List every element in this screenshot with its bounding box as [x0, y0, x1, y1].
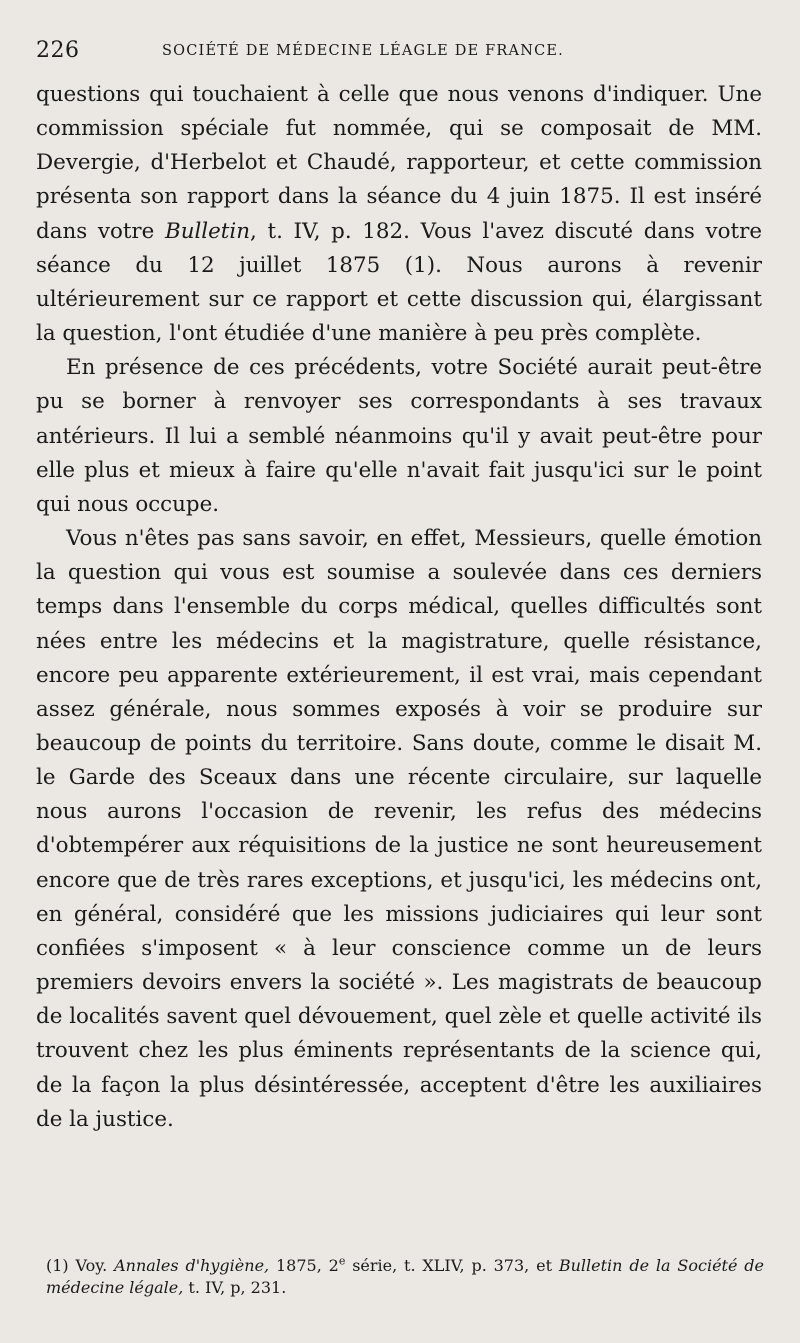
footnote-journal-title: Annales d'hygiène, — [114, 1256, 270, 1275]
footnote-end: t. IV, p, 231. — [183, 1278, 287, 1297]
footnote-marker: (1) Voy. — [46, 1256, 115, 1275]
footnote-bulletin-title: Bulletin de la Société de médecine légale, — [46, 1256, 765, 1297]
paragraph-1 — [36, 78, 762, 351]
running-head: SOCIÉTÉ DE MÉDECINE LÉAGLE DE FRANCE. — [162, 43, 564, 59]
paragraph-1-text-after: , t. IV, p. 182. Vous l'avez discuté dans votre séance du 12 juillet 1875 (1). Nous aurons à revenir ultérieurement sur ce rapport et cette discussion qui, élargissant la question, l'ont étudiée d'une manière à peu près complète. — [36, 218, 762, 347]
paragraph-1-text-before: questions qui touchaient à celle que nous venons d'indiquer. Une commission spéciale fut nommée, qui se composait de MM. Devergie, d'Herbelot et Chaudé, rapporteur, et cette commission présenta son rapport dans la séance du 4 juin 1875. Il est inséré dans votre — [36, 82, 762, 244]
body-text — [36, 78, 762, 1137]
footnote-year: 1875, 2 — [269, 1256, 339, 1275]
footnote — [46, 1255, 764, 1299]
footnote-superscript: e — [338, 1254, 346, 1268]
paragraph-2: En présence de ces précédents, votre Société aurait peut-être pu se borner à renvoyer ses correspondants à ses travaux antérieurs. Il lui a semblé néanmoins qu'il y avait peut-être pour elle plus et mieux à faire qu'elle n'avait fait jusqu'ici sur le point qui nous occupe. — [36, 355, 762, 517]
footnote-volume: série, t. XLIV, p. 373, et — [345, 1256, 559, 1275]
page-number: 226 — [36, 38, 80, 63]
bulletin-title: Bulletin — [164, 218, 251, 244]
paragraph-3: Vous n'êtes pas sans savoir, en effet, Messieurs, quelle émotion la question qui vous est soumise a soulevée dans ces derniers temps dans l'ensemble du corps médical, quelles difficultés sont nées entre les médecins et la magistrature, quelle résistance, encore peu apparente extérieurement, il est vrai, mais cependant assez générale, nous sommes exposés à voir se produire sur beaucoup de points du territoire. Sans doute, comme le disait M. le Garde des Sceaux dans une récente circulaire, sur laquelle nous aurons l'occasion de revenir, les refus des médecins d'obtempérer aux réquisitions de la justice ne sont heureusement encore que de très rares exceptions, et jusqu'ici, les médecins ont, en général, considéré que les missions judiciaires qui leur sont confiées s'imposent « à leur conscience comme un de leurs premiers devoirs envers la société ». Les magistrats de beaucoup de localités savent quel dévouement, quel zèle et quelle activité ils trouvent chez les plus éminents représentants de la science qui, de la façon la plus désintéressée, acceptent d'être les auxiliaires de la justice. — [36, 526, 762, 1132]
page-header — [36, 38, 766, 68]
